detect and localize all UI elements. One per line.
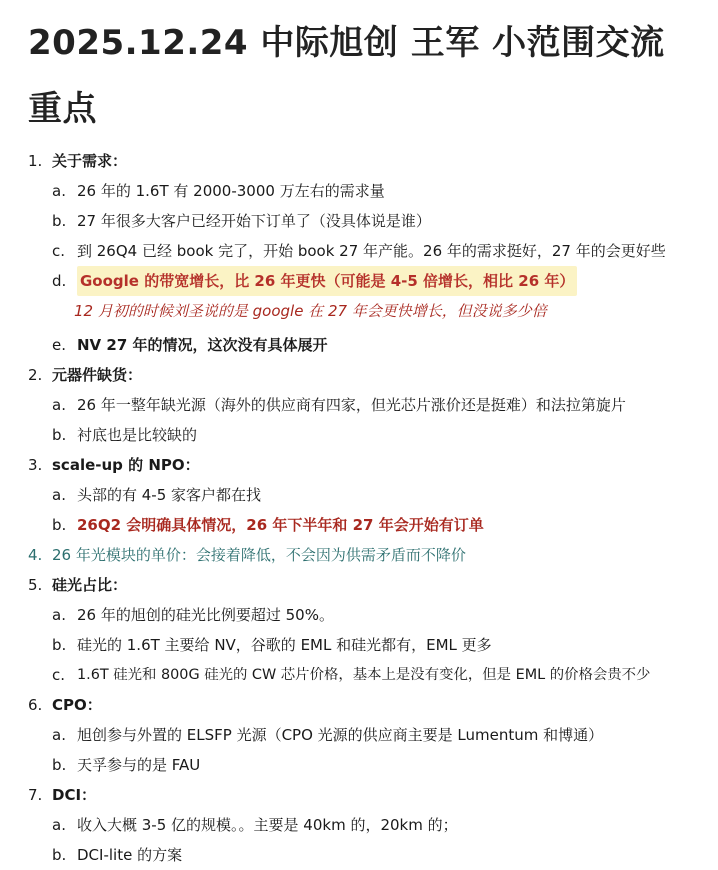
- section-module-price: [28, 540, 694, 570]
- list-item: [52, 390, 694, 420]
- item-text: 到 26Q4 已经 book 完了，开始 book 27 年产能。26 年的需求挺好，27 年的会更好些: [77, 242, 666, 260]
- sub-list: [28, 176, 694, 360]
- item-letter: e.: [52, 336, 66, 354]
- list-item: [52, 630, 694, 660]
- item-letter: a.: [52, 396, 66, 414]
- section-heading: 26 年光模块的单价：会接着降低，不会因为供需矛盾而不降价: [52, 546, 466, 564]
- item-letter: c.: [52, 666, 66, 684]
- item-text: 天孚参与的是 FAU: [77, 756, 201, 774]
- list-item: [52, 600, 694, 630]
- list-item: [52, 660, 694, 690]
- item-letter: c.: [52, 242, 66, 260]
- sub-list: [28, 390, 694, 450]
- item-text-emphasis: 26Q2 会明确具体情况，26 年下半年和 27 年会开始有订单: [77, 516, 484, 534]
- list-item: [52, 720, 694, 750]
- sub-list: [28, 810, 694, 870]
- list-item: [52, 236, 694, 266]
- section-heading: DCI：: [52, 786, 97, 804]
- item-text: 27 年很多大客户已经开始下订单了（没具体说是谁）: [77, 212, 431, 230]
- item-text: 旭创参与外置的 ELSFP 光源（CPO 光源的供应商主要是 Lumentum 和博通）: [77, 726, 604, 744]
- section-number: 3.: [28, 456, 43, 474]
- section-heading: 关于需求：: [52, 152, 128, 170]
- list-item: [52, 330, 694, 360]
- section-number: 2.: [28, 366, 43, 384]
- list-item: [52, 810, 694, 840]
- item-text: 1.6T 硅光和 800G 硅光的 CW 芯片价格，基本上是没有变化，但是 EML 的价格会贵不少: [77, 667, 651, 683]
- item-letter: a.: [52, 816, 66, 834]
- list-item: [52, 420, 694, 450]
- item-letter: d.: [52, 272, 67, 290]
- section-number: 5.: [28, 576, 43, 594]
- list-item: [52, 750, 694, 780]
- section-heading: 元器件缺货：: [52, 366, 143, 384]
- item-letter: b.: [52, 756, 67, 774]
- item-text: 26 年一整年缺光源（海外的供应商有四家，但光芯片涨价还是挺难）和法拉第旋片: [77, 396, 626, 414]
- item-letter: b.: [52, 846, 67, 864]
- item-letter: b.: [52, 212, 67, 230]
- highlighted-text: Google 的带宽增长，比 26 年更快（可能是 4-5 倍增长，相比 26 年）: [77, 266, 577, 296]
- item-letter: a.: [52, 182, 66, 200]
- section-number: 6.: [28, 696, 43, 714]
- list-item: [52, 840, 694, 870]
- item-letter: a.: [52, 726, 66, 744]
- item-letter: a.: [52, 606, 66, 624]
- annotation-note: 12 月初的时候刘圣说的是 google 在 27 年会更快增长，但没说多少倍: [74, 302, 547, 320]
- item-letter: b.: [52, 636, 67, 654]
- section-number: 1.: [28, 152, 43, 170]
- section-list: [28, 146, 694, 870]
- section-number: 7.: [28, 786, 43, 804]
- section-component-shortage: [28, 360, 694, 450]
- item-text: 26 年的旭创的硅光比例要超过 50%。: [77, 606, 334, 624]
- item-text: 硅光的 1.6T 主要给 NV，谷歌的 EML 和硅光都有，EML 更多: [77, 636, 492, 654]
- section-dci: [28, 780, 694, 870]
- list-item: [52, 510, 694, 540]
- section-heading: CPO：: [52, 696, 102, 714]
- section-heading: scale-up 的 NPO：: [52, 456, 200, 474]
- item-text: 衬底也是比较缺的: [77, 426, 198, 444]
- list-item: [52, 176, 694, 206]
- item-letter: a.: [52, 486, 66, 504]
- page-title: 2025.12.24 中际旭创 王军 小范围交流重点: [28, 23, 665, 129]
- section-heading: 硅光占比：: [52, 576, 128, 594]
- list-item-highlighted: [52, 266, 694, 296]
- sub-list: [28, 480, 694, 540]
- list-item: [52, 206, 694, 236]
- section-number: 4.: [28, 546, 43, 564]
- section-cpo: [28, 690, 694, 780]
- item-text: 头部的有 4-5 家客户都在找: [77, 486, 262, 504]
- sub-list: [28, 720, 694, 780]
- item-letter: b.: [52, 516, 67, 534]
- item-text: DCI-lite 的方案: [77, 846, 183, 864]
- section-silicon-photonics: [28, 570, 694, 690]
- list-item: [52, 480, 694, 510]
- item-text: 收入大概 3-5 亿的规模。。主要是 40km 的，20km 的；: [77, 816, 458, 834]
- item-text: NV 27 年的情况，这次没有具体展开: [77, 336, 328, 354]
- sub-list: [28, 600, 694, 690]
- section-scale-up-npo: [28, 450, 694, 540]
- item-text: 26 年的 1.6T 有 2000-3000 万左右的需求量: [77, 182, 385, 200]
- section-demand: [28, 146, 694, 360]
- item-letter: b.: [52, 426, 67, 444]
